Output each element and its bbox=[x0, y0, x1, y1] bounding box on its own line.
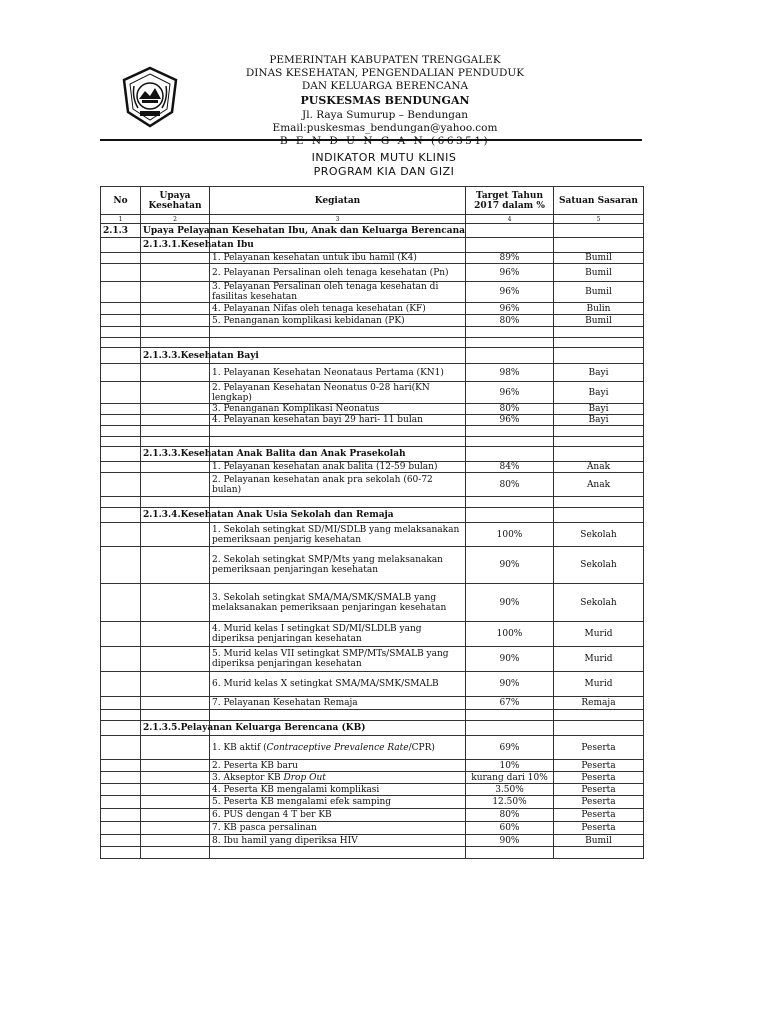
empty-cell bbox=[101, 497, 141, 508]
empty-cell bbox=[101, 847, 141, 859]
empty-cell bbox=[141, 364, 210, 382]
empty-cell bbox=[141, 404, 210, 415]
empty-cell bbox=[141, 315, 210, 327]
kegiatan-cell: 1. Sekolah setingkat SD/MI/SDLB yang melaksanakan pemeriksaan penjarig kesehatan bbox=[210, 523, 466, 547]
satuan-cell: Murid bbox=[554, 672, 644, 697]
empty-cell bbox=[141, 547, 210, 584]
target-cell: 90% bbox=[466, 647, 554, 672]
empty-cell bbox=[101, 382, 141, 404]
empty-cell bbox=[101, 672, 141, 697]
empty-cell bbox=[554, 224, 644, 238]
empty-cell bbox=[141, 264, 210, 282]
group-label-cell bbox=[141, 348, 259, 364]
kegiatan-cell: 4. Pelayanan kesehatan bayi 29 hari- 11 bulan bbox=[210, 415, 466, 426]
empty-cell bbox=[554, 447, 644, 462]
gov-name: PEMERINTAH KABUPATEN TRENGGALEK bbox=[269, 54, 501, 66]
empty-cell bbox=[101, 547, 141, 584]
empty-cell bbox=[101, 647, 141, 672]
table-row bbox=[101, 303, 644, 315]
empty-cell bbox=[141, 847, 210, 859]
dept-name-cont: DAN KELUARGA BERENCANA bbox=[301, 80, 469, 92]
empty-cell bbox=[466, 327, 554, 338]
empty-cell bbox=[554, 348, 644, 364]
table-row bbox=[101, 315, 644, 327]
table-row bbox=[101, 784, 644, 796]
empty-cell bbox=[466, 721, 554, 736]
header-kegiatan: Kegiatan bbox=[210, 187, 466, 215]
empty-cell bbox=[466, 437, 554, 447]
column-index: 2 bbox=[141, 215, 210, 224]
header-target: Target Tahun 2017 dalam % bbox=[466, 187, 554, 215]
satuan-cell: Bayi bbox=[554, 404, 644, 415]
target-cell: kurang dari 10% bbox=[466, 772, 554, 784]
group-label: 2.1.3.5.Pelayanan Keluarga Berencana (KB) bbox=[143, 723, 366, 733]
empty-cell bbox=[554, 327, 644, 338]
empty-cell bbox=[466, 710, 554, 721]
column-index: 3 bbox=[210, 215, 466, 224]
spacer-row bbox=[101, 338, 644, 348]
target-cell: 96% bbox=[466, 382, 554, 404]
target-cell: 100% bbox=[466, 523, 554, 547]
empty-cell bbox=[101, 584, 141, 622]
kegiatan-cell: 2. Peserta KB baru bbox=[210, 760, 466, 772]
table-row bbox=[101, 796, 644, 809]
empty-cell bbox=[141, 497, 210, 508]
empty-cell bbox=[554, 710, 644, 721]
empty-cell bbox=[101, 721, 141, 736]
satuan-cell: Bumil bbox=[554, 253, 644, 264]
empty-cell bbox=[210, 338, 466, 348]
empty-cell bbox=[101, 282, 141, 303]
empty-cell bbox=[101, 364, 141, 382]
kegiatan-cell: 1. Pelayanan Kesehatan Neonataus Pertama (KN1) bbox=[210, 364, 466, 382]
group-label: 2.1.3.3.Kesehatan Anak Balita dan Anak Prasekolah bbox=[143, 449, 406, 459]
header-upaya: Upaya Kesehatan bbox=[141, 187, 210, 215]
target-cell: 60% bbox=[466, 822, 554, 835]
empty-cell bbox=[101, 835, 141, 847]
table-row bbox=[101, 822, 644, 835]
target-cell: 12.50% bbox=[466, 796, 554, 809]
target-cell: 67% bbox=[466, 697, 554, 710]
empty-cell bbox=[101, 315, 141, 327]
empty-cell bbox=[466, 847, 554, 859]
satuan-cell: Peserta bbox=[554, 784, 644, 796]
empty-cell bbox=[554, 426, 644, 437]
table-row bbox=[101, 697, 644, 710]
table-row bbox=[101, 473, 644, 497]
table-row bbox=[101, 364, 644, 382]
kegiatan-cell: 7. KB pasca persalinan bbox=[210, 822, 466, 835]
empty-cell bbox=[101, 822, 141, 835]
empty-cell bbox=[141, 338, 210, 348]
kegiatan-cell: 3. Penanganan Komplikasi Neonatus bbox=[210, 404, 466, 415]
section-label-cell bbox=[141, 224, 465, 238]
empty-cell bbox=[466, 348, 554, 364]
target-cell: 90% bbox=[466, 584, 554, 622]
table-row bbox=[101, 584, 644, 622]
satuan-cell: Bulin bbox=[554, 303, 644, 315]
kegiatan-cell: 3. Pelayanan Persalinan oleh tenaga kesehatan di fasilitas kesehatan bbox=[210, 282, 466, 303]
table-row bbox=[101, 264, 644, 282]
letterhead-divider bbox=[100, 139, 642, 141]
empty-cell bbox=[101, 508, 141, 523]
table-row bbox=[101, 672, 644, 697]
target-cell: 3.50% bbox=[466, 784, 554, 796]
table-row bbox=[101, 772, 644, 784]
satuan-cell: Peserta bbox=[554, 796, 644, 809]
section-number: 2.1.3 bbox=[101, 224, 141, 238]
kegiatan-cell: 2. Sekolah setingkat SMP/Mts yang melaksanakan pemeriksaan penjaringan kesehatan bbox=[210, 547, 466, 584]
empty-cell bbox=[101, 404, 141, 415]
satuan-cell: Bayi bbox=[554, 382, 644, 404]
empty-cell bbox=[554, 721, 644, 736]
empty-cell bbox=[141, 760, 210, 772]
group-header-row bbox=[101, 348, 644, 364]
column-index: 5 bbox=[554, 215, 644, 224]
satuan-cell: Bayi bbox=[554, 415, 644, 426]
target-cell: 84% bbox=[466, 462, 554, 473]
empty-cell bbox=[141, 809, 210, 822]
kegiatan-cell: 6. PUS dengan 4 T ber KB bbox=[210, 809, 466, 822]
kegiatan-cell bbox=[210, 772, 466, 784]
empty-cell bbox=[141, 415, 210, 426]
target-cell: 69% bbox=[466, 736, 554, 760]
empty-cell bbox=[101, 736, 141, 760]
satuan-cell: Bumil bbox=[554, 282, 644, 303]
letterhead-text bbox=[200, 54, 570, 148]
letterhead bbox=[100, 50, 642, 147]
satuan-cell: Remaja bbox=[554, 697, 644, 710]
target-cell: 98% bbox=[466, 364, 554, 382]
empty-cell bbox=[141, 473, 210, 497]
empty-cell bbox=[141, 327, 210, 338]
empty-cell bbox=[101, 238, 141, 253]
empty-cell bbox=[466, 238, 554, 253]
column-index: 1 bbox=[101, 215, 141, 224]
empty-cell bbox=[141, 584, 210, 622]
empty-cell bbox=[141, 437, 210, 447]
empty-cell bbox=[101, 760, 141, 772]
satuan-cell: Murid bbox=[554, 622, 644, 647]
empty-cell bbox=[210, 847, 466, 859]
empty-cell bbox=[210, 327, 466, 338]
target-cell: 90% bbox=[466, 547, 554, 584]
empty-cell bbox=[554, 437, 644, 447]
kegiatan-emphasis: Contraceptive Prevalence Rate bbox=[266, 742, 409, 753]
satuan-cell: Sekolah bbox=[554, 547, 644, 584]
table-row bbox=[101, 415, 644, 426]
spacer-row bbox=[101, 426, 644, 437]
empty-cell bbox=[101, 348, 141, 364]
empty-cell bbox=[101, 447, 141, 462]
title-line-1: INDIKATOR MUTU KLINIS bbox=[311, 151, 457, 164]
empty-cell bbox=[101, 437, 141, 447]
kegiatan-cell: 7. Pelayanan Kesehatan Remaja bbox=[210, 697, 466, 710]
empty-cell bbox=[141, 282, 210, 303]
empty-cell bbox=[554, 238, 644, 253]
empty-cell bbox=[466, 426, 554, 437]
satuan-cell: Murid bbox=[554, 647, 644, 672]
dept-name: DINAS KESEHATAN, PENGENDALIAN PENDUDUK bbox=[245, 67, 525, 79]
org-name: PUSKESMAS BENDUNGAN bbox=[300, 94, 470, 107]
empty-cell bbox=[101, 809, 141, 822]
table-row bbox=[101, 282, 644, 303]
group-label: 2.1.3.1.Kesehatan Ibu bbox=[143, 240, 254, 250]
empty-cell bbox=[101, 415, 141, 426]
satuan-cell: Sekolah bbox=[554, 523, 644, 547]
group-header-row bbox=[101, 508, 644, 523]
satuan-cell: Bumil bbox=[554, 264, 644, 282]
empty-cell bbox=[101, 303, 141, 315]
table-row bbox=[101, 647, 644, 672]
empty-cell bbox=[210, 426, 466, 437]
section-label: Upaya Pelayanan Kesehatan Ibu, Anak dan Keluarga Berencana bbox=[143, 225, 465, 236]
empty-cell bbox=[101, 772, 141, 784]
group-label: 2.1.3.3.Kesehatan Bayi bbox=[143, 350, 259, 361]
empty-cell bbox=[554, 508, 644, 523]
document-title bbox=[0, 151, 768, 179]
empty-cell bbox=[210, 497, 466, 508]
kegiatan-cell: 6. Murid kelas X setingkat SMA/MA/SMK/SMALB bbox=[210, 672, 466, 697]
header-satuan: Satuan Sasaran bbox=[554, 187, 644, 215]
empty-cell bbox=[101, 523, 141, 547]
kegiatan-cell: 4. Peserta KB mengalami komplikasi bbox=[210, 784, 466, 796]
table-row bbox=[101, 622, 644, 647]
empty-cell bbox=[141, 672, 210, 697]
table-row bbox=[101, 547, 644, 584]
empty-cell bbox=[141, 523, 210, 547]
satuan-cell: Bumil bbox=[554, 835, 644, 847]
empty-cell bbox=[554, 847, 644, 859]
kegiatan-cell: 5. Murid kelas VII setingkat SMP/MTs/SMALB yang diperiksa penjaringan kesehatan bbox=[210, 647, 466, 672]
kegiatan-cell bbox=[210, 736, 466, 760]
kegiatan-emphasis: Drop Out bbox=[283, 772, 326, 783]
target-cell: 100% bbox=[466, 622, 554, 647]
kegiatan-text: /CPR) bbox=[408, 742, 435, 753]
group-header-row bbox=[101, 238, 644, 253]
satuan-cell: Anak bbox=[554, 473, 644, 497]
org-address: Jl. Raya Sumurup – Bendungan Email:puskesmas_bendungan@yahoo.com bbox=[272, 109, 498, 134]
kegiatan-cell: 2. Pelayanan kesehatan anak pra sekolah (60-72 bulan) bbox=[210, 473, 466, 497]
kegiatan-cell: 5. Penanganan komplikasi kebidanan (PK) bbox=[210, 315, 466, 327]
table-row bbox=[101, 404, 644, 415]
satuan-cell: Peserta bbox=[554, 772, 644, 784]
kegiatan-cell: 2. Pelayanan Kesehatan Neonatus 0-28 hari(KN lengkap) bbox=[210, 382, 466, 404]
spacer-row bbox=[101, 497, 644, 508]
empty-cell bbox=[466, 224, 554, 238]
empty-cell bbox=[101, 796, 141, 809]
empty-cell bbox=[141, 710, 210, 721]
table-row bbox=[101, 462, 644, 473]
spacer-row bbox=[101, 710, 644, 721]
target-cell: 90% bbox=[466, 672, 554, 697]
empty-cell bbox=[101, 253, 141, 264]
empty-cell bbox=[141, 253, 210, 264]
satuan-cell: Anak bbox=[554, 462, 644, 473]
satuan-cell: Peserta bbox=[554, 822, 644, 835]
table-row bbox=[101, 382, 644, 404]
kegiatan-cell: 3. Sekolah setingkat SMA/MA/SMK/SMALB yang melaksanakan pemeriksaan penjaringan kesehatan bbox=[210, 584, 466, 622]
satuan-cell: Peserta bbox=[554, 809, 644, 822]
target-cell: 96% bbox=[466, 282, 554, 303]
kegiatan-text: 1. KB aktif ( bbox=[212, 742, 267, 753]
empty-cell bbox=[141, 382, 210, 404]
empty-cell bbox=[141, 697, 210, 710]
kegiatan-cell: 2. Pelayanan Persalinan oleh tenaga kesehatan (Pn) bbox=[210, 264, 466, 282]
group-header-row bbox=[101, 721, 644, 736]
empty-cell bbox=[141, 303, 210, 315]
empty-cell bbox=[466, 508, 554, 523]
target-cell: 96% bbox=[466, 264, 554, 282]
table-row bbox=[101, 523, 644, 547]
empty-cell bbox=[101, 473, 141, 497]
empty-cell bbox=[554, 497, 644, 508]
spacer-row bbox=[101, 327, 644, 338]
empty-cell bbox=[141, 835, 210, 847]
table-row bbox=[101, 760, 644, 772]
empty-cell bbox=[210, 710, 466, 721]
empty-cell bbox=[101, 697, 141, 710]
indicator-table-body bbox=[101, 187, 644, 859]
table-row bbox=[101, 809, 644, 822]
group-label-cell bbox=[141, 238, 254, 253]
empty-cell bbox=[141, 426, 210, 437]
satuan-cell: Bumil bbox=[554, 315, 644, 327]
table-row bbox=[101, 253, 644, 264]
target-cell: 80% bbox=[466, 315, 554, 327]
target-cell: 80% bbox=[466, 404, 554, 415]
empty-cell bbox=[101, 264, 141, 282]
empty-cell bbox=[101, 327, 141, 338]
group-label-cell bbox=[141, 508, 394, 523]
empty-cell bbox=[210, 437, 466, 447]
target-cell: 80% bbox=[466, 473, 554, 497]
satuan-cell: Bayi bbox=[554, 364, 644, 382]
target-cell: 89% bbox=[466, 253, 554, 264]
title-line-2: PROGRAM KIA DAN GIZI bbox=[313, 165, 455, 178]
satuan-cell: Sekolah bbox=[554, 584, 644, 622]
group-header-row bbox=[101, 447, 644, 462]
kegiatan-cell: 8. Ibu hamil yang diperiksa HIV bbox=[210, 835, 466, 847]
indicator-table bbox=[100, 186, 644, 859]
spacer-row bbox=[101, 437, 644, 447]
empty-cell bbox=[101, 462, 141, 473]
empty-cell bbox=[141, 822, 210, 835]
empty-cell bbox=[466, 447, 554, 462]
column-index-row bbox=[101, 215, 644, 224]
target-cell: 90% bbox=[466, 835, 554, 847]
empty-cell bbox=[141, 647, 210, 672]
table-row bbox=[101, 736, 644, 760]
table-row bbox=[101, 835, 644, 847]
empty-cell bbox=[101, 338, 141, 348]
kegiatan-text: 3. Akseptor KB bbox=[212, 772, 284, 783]
empty-cell bbox=[141, 784, 210, 796]
empty-cell bbox=[141, 796, 210, 809]
empty-cell bbox=[554, 338, 644, 348]
empty-cell bbox=[141, 462, 210, 473]
column-index: 4 bbox=[466, 215, 554, 224]
kegiatan-cell: 4. Pelayanan Nifas oleh tenaga kesehatan (KF) bbox=[210, 303, 466, 315]
kegiatan-cell: 1. Pelayanan kesehatan untuk ibu hamil (K4) bbox=[210, 253, 466, 264]
empty-cell bbox=[101, 710, 141, 721]
target-cell: 10% bbox=[466, 760, 554, 772]
empty-cell bbox=[101, 622, 141, 647]
empty-cell bbox=[141, 772, 210, 784]
satuan-cell: Peserta bbox=[554, 736, 644, 760]
target-cell: 96% bbox=[466, 415, 554, 426]
satuan-cell: Peserta bbox=[554, 760, 644, 772]
group-label-cell bbox=[141, 721, 366, 736]
org-city: B E N D U N G A N (66351) bbox=[279, 135, 491, 147]
kegiatan-cell: 4. Murid kelas I setingkat SD/MI/SLDLB yang diperiksa penjaringan kesehatan bbox=[210, 622, 466, 647]
empty-cell bbox=[141, 736, 210, 760]
group-label: 2.1.3.4.Kesehatan Anak Usia Sekolah dan Remaja bbox=[143, 510, 394, 520]
header-no: No bbox=[101, 187, 141, 215]
kegiatan-cell: 5. Peserta KB mengalami efek samping bbox=[210, 796, 466, 809]
section-row bbox=[101, 224, 644, 238]
target-cell: 80% bbox=[466, 809, 554, 822]
spacer-row bbox=[101, 847, 644, 859]
kegiatan-cell: 1. Pelayanan kesehatan anak balita (12-59 bulan) bbox=[210, 462, 466, 473]
empty-cell bbox=[141, 622, 210, 647]
empty-cell bbox=[101, 784, 141, 796]
target-cell: 96% bbox=[466, 303, 554, 315]
empty-cell bbox=[101, 426, 141, 437]
trenggalek-regency-emblem-icon bbox=[120, 66, 180, 128]
empty-cell bbox=[466, 497, 554, 508]
group-label-cell bbox=[141, 447, 406, 462]
table-header-row bbox=[101, 187, 644, 215]
empty-cell bbox=[466, 338, 554, 348]
